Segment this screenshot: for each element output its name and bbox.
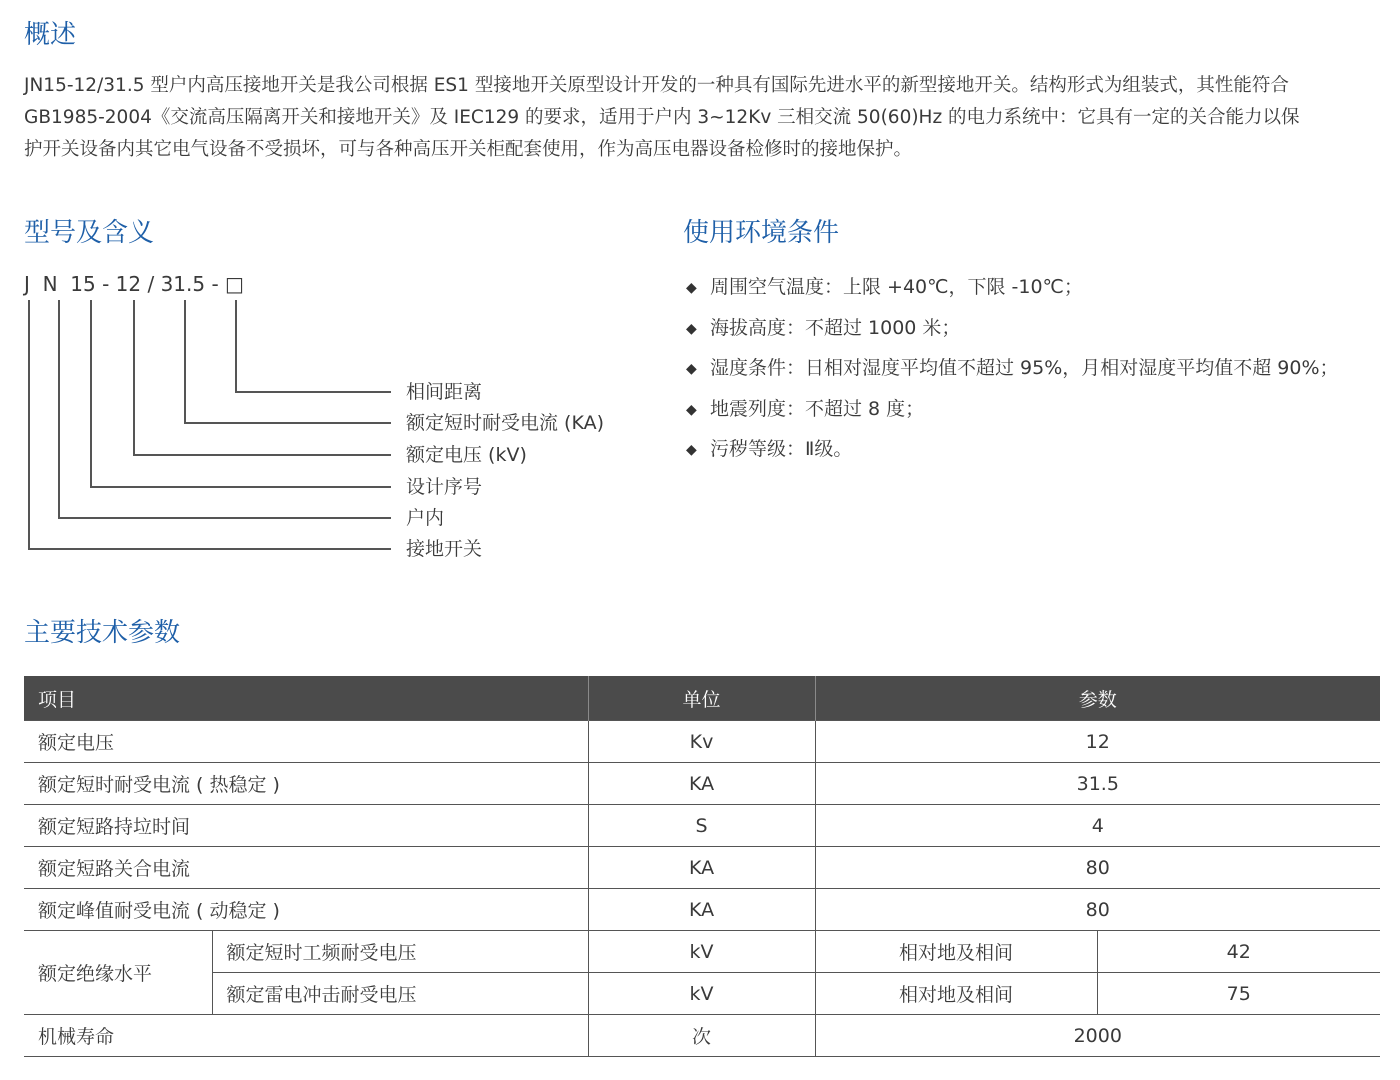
drop-line xyxy=(184,300,186,423)
leader-line xyxy=(28,548,391,550)
overview-title: 概述 xyxy=(24,20,77,50)
header-item: 项目 xyxy=(24,676,588,721)
meaning-rated-voltage: 额定电压 (kV) xyxy=(406,444,527,466)
table-row: 机械寿命 次 2000 xyxy=(24,1015,1380,1057)
drop-line xyxy=(133,300,135,455)
environment-title: 使用环境条件 xyxy=(683,218,840,248)
list-item: ◆ 湿度条件：日相对湿度平均值不超过 95%，月相对湿度平均值不超 90%； xyxy=(686,349,1339,390)
diamond-bullet-icon: ◆ xyxy=(686,361,697,377)
leader-line xyxy=(58,517,391,519)
leader-line xyxy=(133,454,391,456)
table-row: 额定绝缘水平 额定短时工频耐受电压 kV 相对地及相间 42 xyxy=(24,931,1380,973)
specs-title: 主要技术参数 xyxy=(24,618,181,648)
table-row: 额定雷电冲击耐受电压 kV 相对地及相间 75 xyxy=(24,973,1380,1015)
list-item: ◆ 地震列度：不超过 8 度； xyxy=(686,390,1339,431)
leader-line xyxy=(90,486,391,488)
meaning-indoor: 户内 xyxy=(406,507,445,529)
list-item: ◆ 海拔高度：不超过 1000 米； xyxy=(686,309,1339,350)
drop-line xyxy=(90,300,92,487)
model-title: 型号及含义 xyxy=(24,218,155,248)
list-item: ◆ 周围空气温度：上限 +40℃，下限 -10℃； xyxy=(686,268,1339,309)
drop-line xyxy=(58,300,60,518)
leader-line xyxy=(235,391,391,393)
meaning-short-time-current: 额定短时耐受电流 (KA) xyxy=(406,412,604,434)
model-code: J N 15 - 12 / 31.5 - □ xyxy=(24,272,244,296)
list-item: ◆ 污秽等级：Ⅱ级。 xyxy=(686,430,1339,471)
insulation-label: 额定绝缘水平 xyxy=(24,931,212,1015)
table-row: 额定短路关合电流 KA 80 xyxy=(24,847,1380,889)
header-param: 参数 xyxy=(815,676,1380,721)
diamond-bullet-icon: ◆ xyxy=(686,401,697,418)
header-unit: 单位 xyxy=(588,676,815,721)
meaning-phase-distance: 相间距离 xyxy=(406,381,483,403)
table-row: 额定峰值耐受电流 ( 动稳定 ) KA 80 xyxy=(24,889,1380,931)
leader-line xyxy=(184,422,391,424)
environment-list xyxy=(686,268,1339,471)
table-header-row xyxy=(24,676,1380,721)
diamond-bullet-icon: ◆ xyxy=(686,442,697,458)
diamond-bullet-icon: ◆ xyxy=(686,320,697,337)
diamond-bullet-icon: ◆ xyxy=(686,280,697,296)
overview-line: GB1985-2004《交流高压隔离开关和接地开关》及 IEC129 的要求，适用于户内 3~12Kv 三相交流 50(60)Hz 的电力系统中：它具有一定的关合能力以保 xyxy=(24,107,1300,128)
drop-line xyxy=(28,300,30,549)
meaning-design-number: 设计序号 xyxy=(406,476,483,498)
meaning-earthing-switch: 接地开关 xyxy=(406,538,483,560)
drop-line xyxy=(235,300,237,392)
table-row: 额定短时耐受电流 ( 热稳定 ) KA 31.5 xyxy=(24,763,1380,805)
table-row: 额定短路持垃时间 S 4 xyxy=(24,805,1380,847)
overview-line: JN15-12/31.5 型户内高压接地开关是我公司根据 ES1 型接地开关原型设计开发的一种具有国际先进水平的新型接地开关。结构形式为组装式，其性能符合 xyxy=(24,75,1289,96)
table-row: 额定电压 Kv 12 xyxy=(24,721,1380,763)
specs-table xyxy=(24,676,1380,1057)
overview-paragraph xyxy=(24,70,1394,166)
overview-line: 护开关设备内其它电气设备不受损坏，可与各种高压开关柜配套使用，作为高压电器设备检修时的接地保护。 xyxy=(24,139,913,160)
